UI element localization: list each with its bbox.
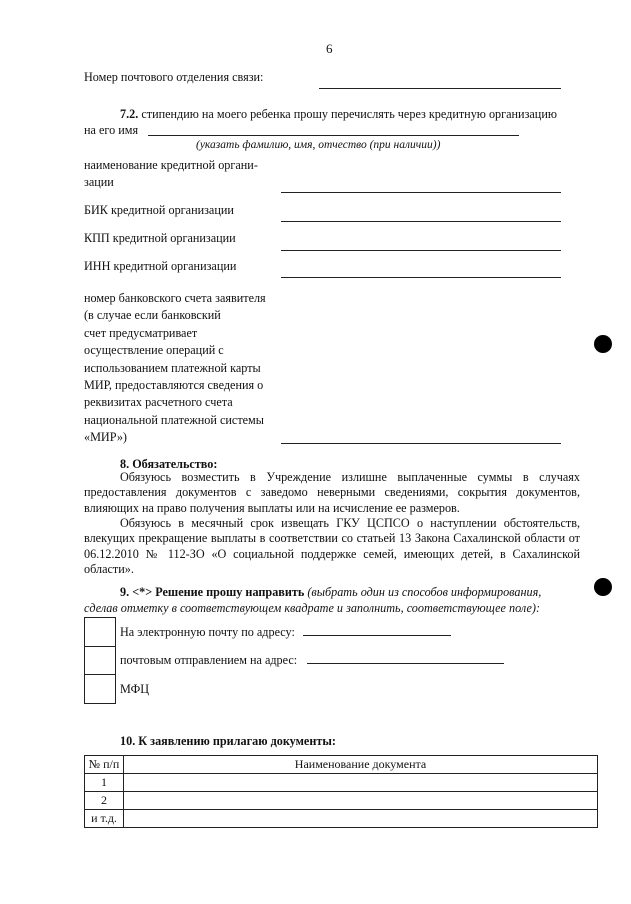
- account-label-line: осуществление операций с: [84, 343, 224, 358]
- section-8-para-1: [84, 470, 580, 516]
- table-row: [85, 810, 598, 828]
- org-name-label-2: зации: [84, 175, 114, 189]
- table-row: [85, 792, 598, 810]
- org-name-label-1: наименование кредитной органи-: [84, 158, 258, 172]
- document-name-cell[interactable]: [124, 810, 598, 828]
- section-9-heading: [120, 585, 541, 600]
- section-8-para-2: [84, 516, 580, 577]
- page-number: 6: [326, 41, 333, 56]
- document-name-cell[interactable]: [124, 774, 598, 792]
- postal-office-field[interactable]: [319, 88, 561, 89]
- account-label-line: использованием платежной карты: [84, 360, 261, 375]
- row-number: 1: [85, 774, 124, 792]
- account-number-field[interactable]: [281, 443, 561, 444]
- account-label-block: [84, 290, 266, 447]
- section-8-para-1-text: Обязуюсь возместить в Учреждение излишне выплаченные суммы в случаях предоставления документов с заведомо неверными сведениями, сокрытия документов, влияющих на право получения выплаты или на исчисление ее размеров.: [84, 470, 580, 515]
- section-9-bold: Решение прошу направить: [155, 585, 305, 599]
- postal-office-label: Номер почтового отделения связи:: [84, 70, 264, 84]
- section-9-italic-2: сделав отметку в соответствующем квадрате и заполнить, соответствующее поле):: [84, 601, 541, 615]
- option-email-checkbox[interactable]: [84, 617, 116, 647]
- inn-field[interactable]: [281, 277, 561, 278]
- name-label: на его имя: [84, 123, 139, 137]
- postal-address-field[interactable]: [307, 663, 504, 664]
- option-email-label: На электронную почту по адресу:: [120, 625, 295, 639]
- account-label-line: МИР, предоставляются сведения о: [84, 378, 264, 393]
- kpp-field[interactable]: [281, 250, 561, 251]
- bik-label: БИК кредитной организации: [84, 203, 234, 217]
- row-number: 2: [85, 792, 124, 810]
- kpp-label: КПП кредитной организации: [84, 231, 236, 245]
- inn-label: ИНН кредитной организации: [84, 259, 237, 273]
- row-number: и т.д.: [85, 810, 124, 828]
- bik-field[interactable]: [281, 221, 561, 222]
- header-number: № п/п: [85, 756, 124, 774]
- punch-hole: [594, 335, 612, 353]
- account-label-line: национальной платежной системы: [84, 412, 264, 427]
- email-address-field[interactable]: [303, 635, 451, 636]
- account-label-line: реквизитах расчетного счета: [84, 395, 233, 410]
- option-post-label: почтовым отправлением на адрес:: [120, 653, 298, 667]
- section-10-title: 10. К заявлению прилагаю документы:: [120, 734, 336, 748]
- section-8-title: 8. Обязательство:: [120, 457, 218, 471]
- option-mfc-checkbox[interactable]: [84, 674, 116, 704]
- option-post-checkbox[interactable]: [84, 646, 116, 675]
- account-label-line: счет предусматривает: [84, 325, 198, 340]
- account-label-line: номер банковского счета заявителя: [84, 291, 266, 305]
- section-7-2-number: 7.2.: [120, 107, 139, 121]
- documents-table: [84, 755, 598, 828]
- section-9-prefix: 9. <*>: [120, 585, 153, 599]
- section-7-2-body: стипендию на моего ребенка прошу перечислять через кредитную организацию: [141, 107, 557, 121]
- account-label-line: «МИР»): [84, 430, 127, 445]
- document-name-cell[interactable]: [124, 792, 598, 810]
- table-header-row: [85, 756, 598, 774]
- section-8-para-2-text: Обязуюсь в месячный срок извещать ГКУ ЦСПСО о наступлении обстоятельств, влекущих прекращение выплаты в соответствии со статьей 13 Закона Сахалинской области от 06.12.2010 № 112-ЗО «О социальной поддержке семей, имеющих детей, в Сахалинской области».: [84, 516, 580, 576]
- recipient-name-field[interactable]: [148, 135, 519, 136]
- account-label-line: (в случае если банковский: [84, 308, 221, 323]
- punch-hole: [594, 578, 612, 596]
- name-hint: (указать фамилию, имя, отчество (при наличии)): [196, 139, 441, 151]
- org-name-field[interactable]: [281, 192, 561, 193]
- option-mfc-label: МФЦ: [120, 682, 150, 696]
- table-row: [85, 774, 598, 792]
- header-document-name: Наименование документа: [124, 756, 598, 774]
- section-9-italic-1: (выбрать один из способов информирования,: [307, 585, 542, 599]
- section-7-2-text: [120, 107, 557, 122]
